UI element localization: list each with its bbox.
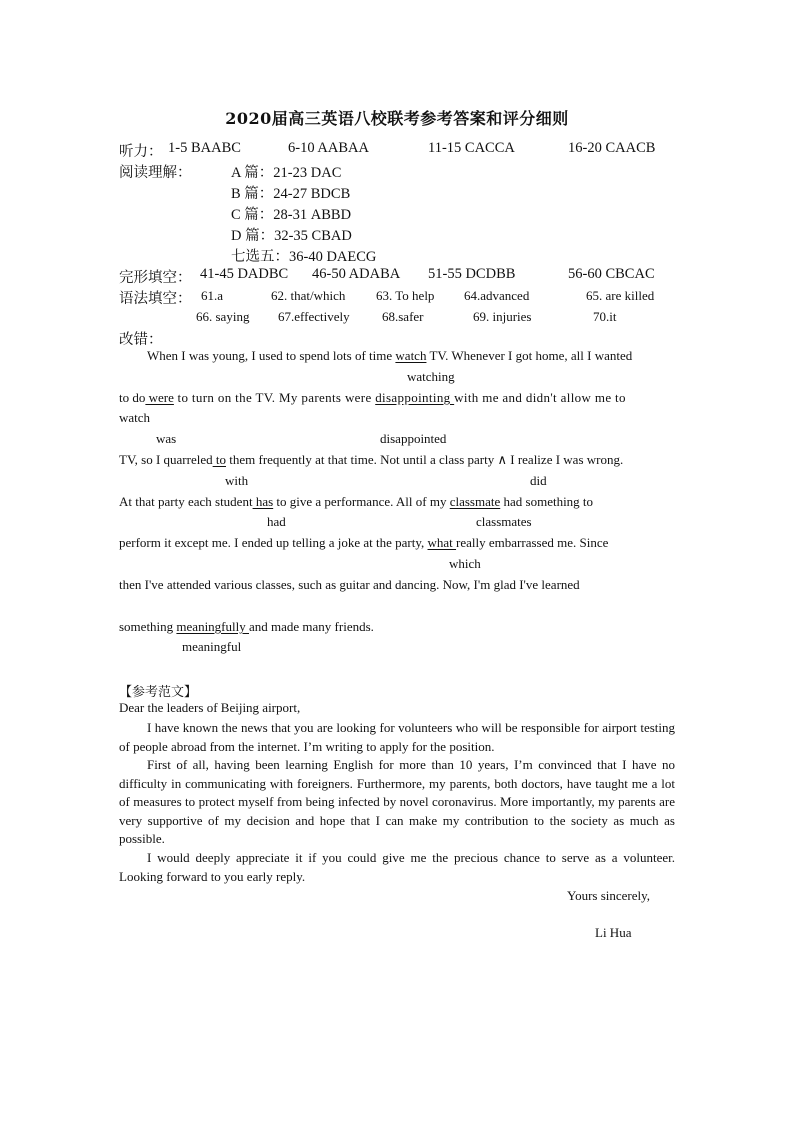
listening-group: 16-20 CAACB <box>568 140 656 156</box>
correction-line-1 <box>147 348 632 364</box>
text-span: to give a performance. All of my <box>273 494 450 509</box>
cloze-group: 46-50 ADABA <box>312 266 401 282</box>
grammar-answer: 65. are killed <box>586 288 655 303</box>
listening-row <box>119 140 679 160</box>
correction-fix: watching <box>407 369 455 384</box>
correction-fix: disappointed <box>380 431 447 446</box>
text-span: something <box>119 619 177 634</box>
grammar-row-1 <box>119 287 679 307</box>
error-word: classmate <box>449 494 501 509</box>
correction-line-6: then I've attended various classes, such as guitar and dancing. Now, I'm glad I've learned <box>119 577 580 592</box>
error-word: to <box>212 452 226 467</box>
listening-group: 11-15 CACCA <box>428 140 515 156</box>
error-word: what <box>427 535 457 550</box>
correction-line-2 <box>119 390 675 406</box>
essay-paragraph-1: I have known the news that you are looking for volunteers who will be responsible for airport testing of people abroad from the internet. I’m writing to apply for the position. <box>119 720 675 754</box>
text-span: with me and didn't allow me to <box>454 390 626 405</box>
reading-item-a: A 篇：21-23 DAC <box>231 165 342 181</box>
essay-paragraph-2: First of all, having been learning English for more than 10 years, I’m convinced that I have no difficulty in communicating with foreigners. Furthermore, my parents, both doctors, have taught me a lot of measures to protect myself from being infected by novel coronavirus. More importantly, my parents are very supportive of my decision and hope that I can make my contribution to the society as much as possible. <box>119 757 675 847</box>
error-word: were <box>145 390 174 405</box>
essay-salutation: Dear the leaders of Beijing airport, <box>119 700 301 715</box>
correction-fix: with <box>225 473 249 488</box>
text-span: to do <box>119 390 146 405</box>
essay-closing: Yours sincerely, <box>567 888 651 903</box>
reading-item-c: C 篇：28-31 ABBD <box>231 207 352 223</box>
text-span: perform it except me. I ended up telling a joke at the party, <box>119 535 428 550</box>
text-span: to turn on the TV. My parents were <box>173 390 376 405</box>
text-span: When I was young, I used to spend lots of time <box>147 348 396 363</box>
correction-line-7 <box>119 619 374 635</box>
grammar-answer: 67.effectively <box>278 309 350 324</box>
text-span: and made many friends. <box>249 619 374 634</box>
text-span: At that party each student <box>119 494 253 509</box>
correction-line-4 <box>119 494 593 510</box>
essay-heading: 【参考范文】 <box>119 684 198 699</box>
grammar-answer: 63. To help <box>376 288 435 303</box>
essay-signature: Li Hua <box>595 925 632 940</box>
cloze-group: 41-45 DADBC <box>200 266 289 282</box>
correction-fix: classmates <box>476 514 532 529</box>
correction-line-3 <box>119 452 623 468</box>
grammar-answer: 68.safer <box>382 309 424 324</box>
text-span: TV, so I quarreled <box>119 452 213 467</box>
listening-group: 1-5 BAABC <box>168 140 241 156</box>
text-span: them frequently at that time. Not until a class party <box>226 452 498 467</box>
correction-fix: did <box>530 473 547 488</box>
grammar-answer: 70.it <box>593 309 617 324</box>
correction-line-2-wrap: watch <box>119 410 151 425</box>
correction-fix: had <box>267 514 286 529</box>
error-word: watch <box>395 348 427 363</box>
text-span: I realize I was wrong. <box>507 452 624 467</box>
correction-fix: was <box>156 431 177 446</box>
text-span: really embarrassed me. Since <box>456 535 609 550</box>
cloze-group: 56-60 CBCAC <box>568 266 655 282</box>
correction-line-5 <box>119 535 608 551</box>
cloze-label: 完形填空： <box>119 270 192 286</box>
reading-label: 阅读理解： <box>119 165 192 181</box>
cloze-group: 51-55 DCDBB <box>428 266 516 282</box>
error-word: has <box>252 494 274 509</box>
grammar-row-2 <box>119 308 679 328</box>
correction-label: 改错： <box>119 332 163 348</box>
grammar-answer: 62. that/which <box>271 288 346 303</box>
error-word: disappointing <box>375 390 455 405</box>
listening-group: 6-10 AABAA <box>288 140 369 156</box>
grammar-answer: 66. saying <box>196 309 250 324</box>
text-span: TV. Whenever I got home, all I wanted <box>426 348 633 363</box>
correction-fix: which <box>449 556 481 571</box>
grammar-answer: 69. injuries <box>473 309 532 324</box>
reading-item-d: D 篇：32-35 CBAD <box>231 228 352 244</box>
essay-paragraph-3: I would deeply appreciate it if you could give me the precious chance to serve as a volunteer. Looking forward to you early reply. <box>119 850 675 884</box>
text-span: had something to <box>500 494 594 509</box>
listening-label: 听力： <box>119 144 163 160</box>
grammar-answer: 61.a <box>201 288 224 303</box>
page-title: 2020届高三英语八校联考参考答案和评分细则 <box>225 109 569 128</box>
reading-item-b: B 篇：24-27 BDCB <box>231 186 351 202</box>
error-word: meaningfully <box>176 619 249 634</box>
insertion-caret: ∧ <box>497 452 507 467</box>
cloze-row <box>119 266 679 286</box>
correction-fix: meaningful <box>182 639 242 654</box>
reading-item-seven: 七选五：36-40 DAECG <box>231 249 377 265</box>
grammar-label: 语法填空： <box>119 291 192 307</box>
grammar-answer: 64.advanced <box>464 288 530 303</box>
